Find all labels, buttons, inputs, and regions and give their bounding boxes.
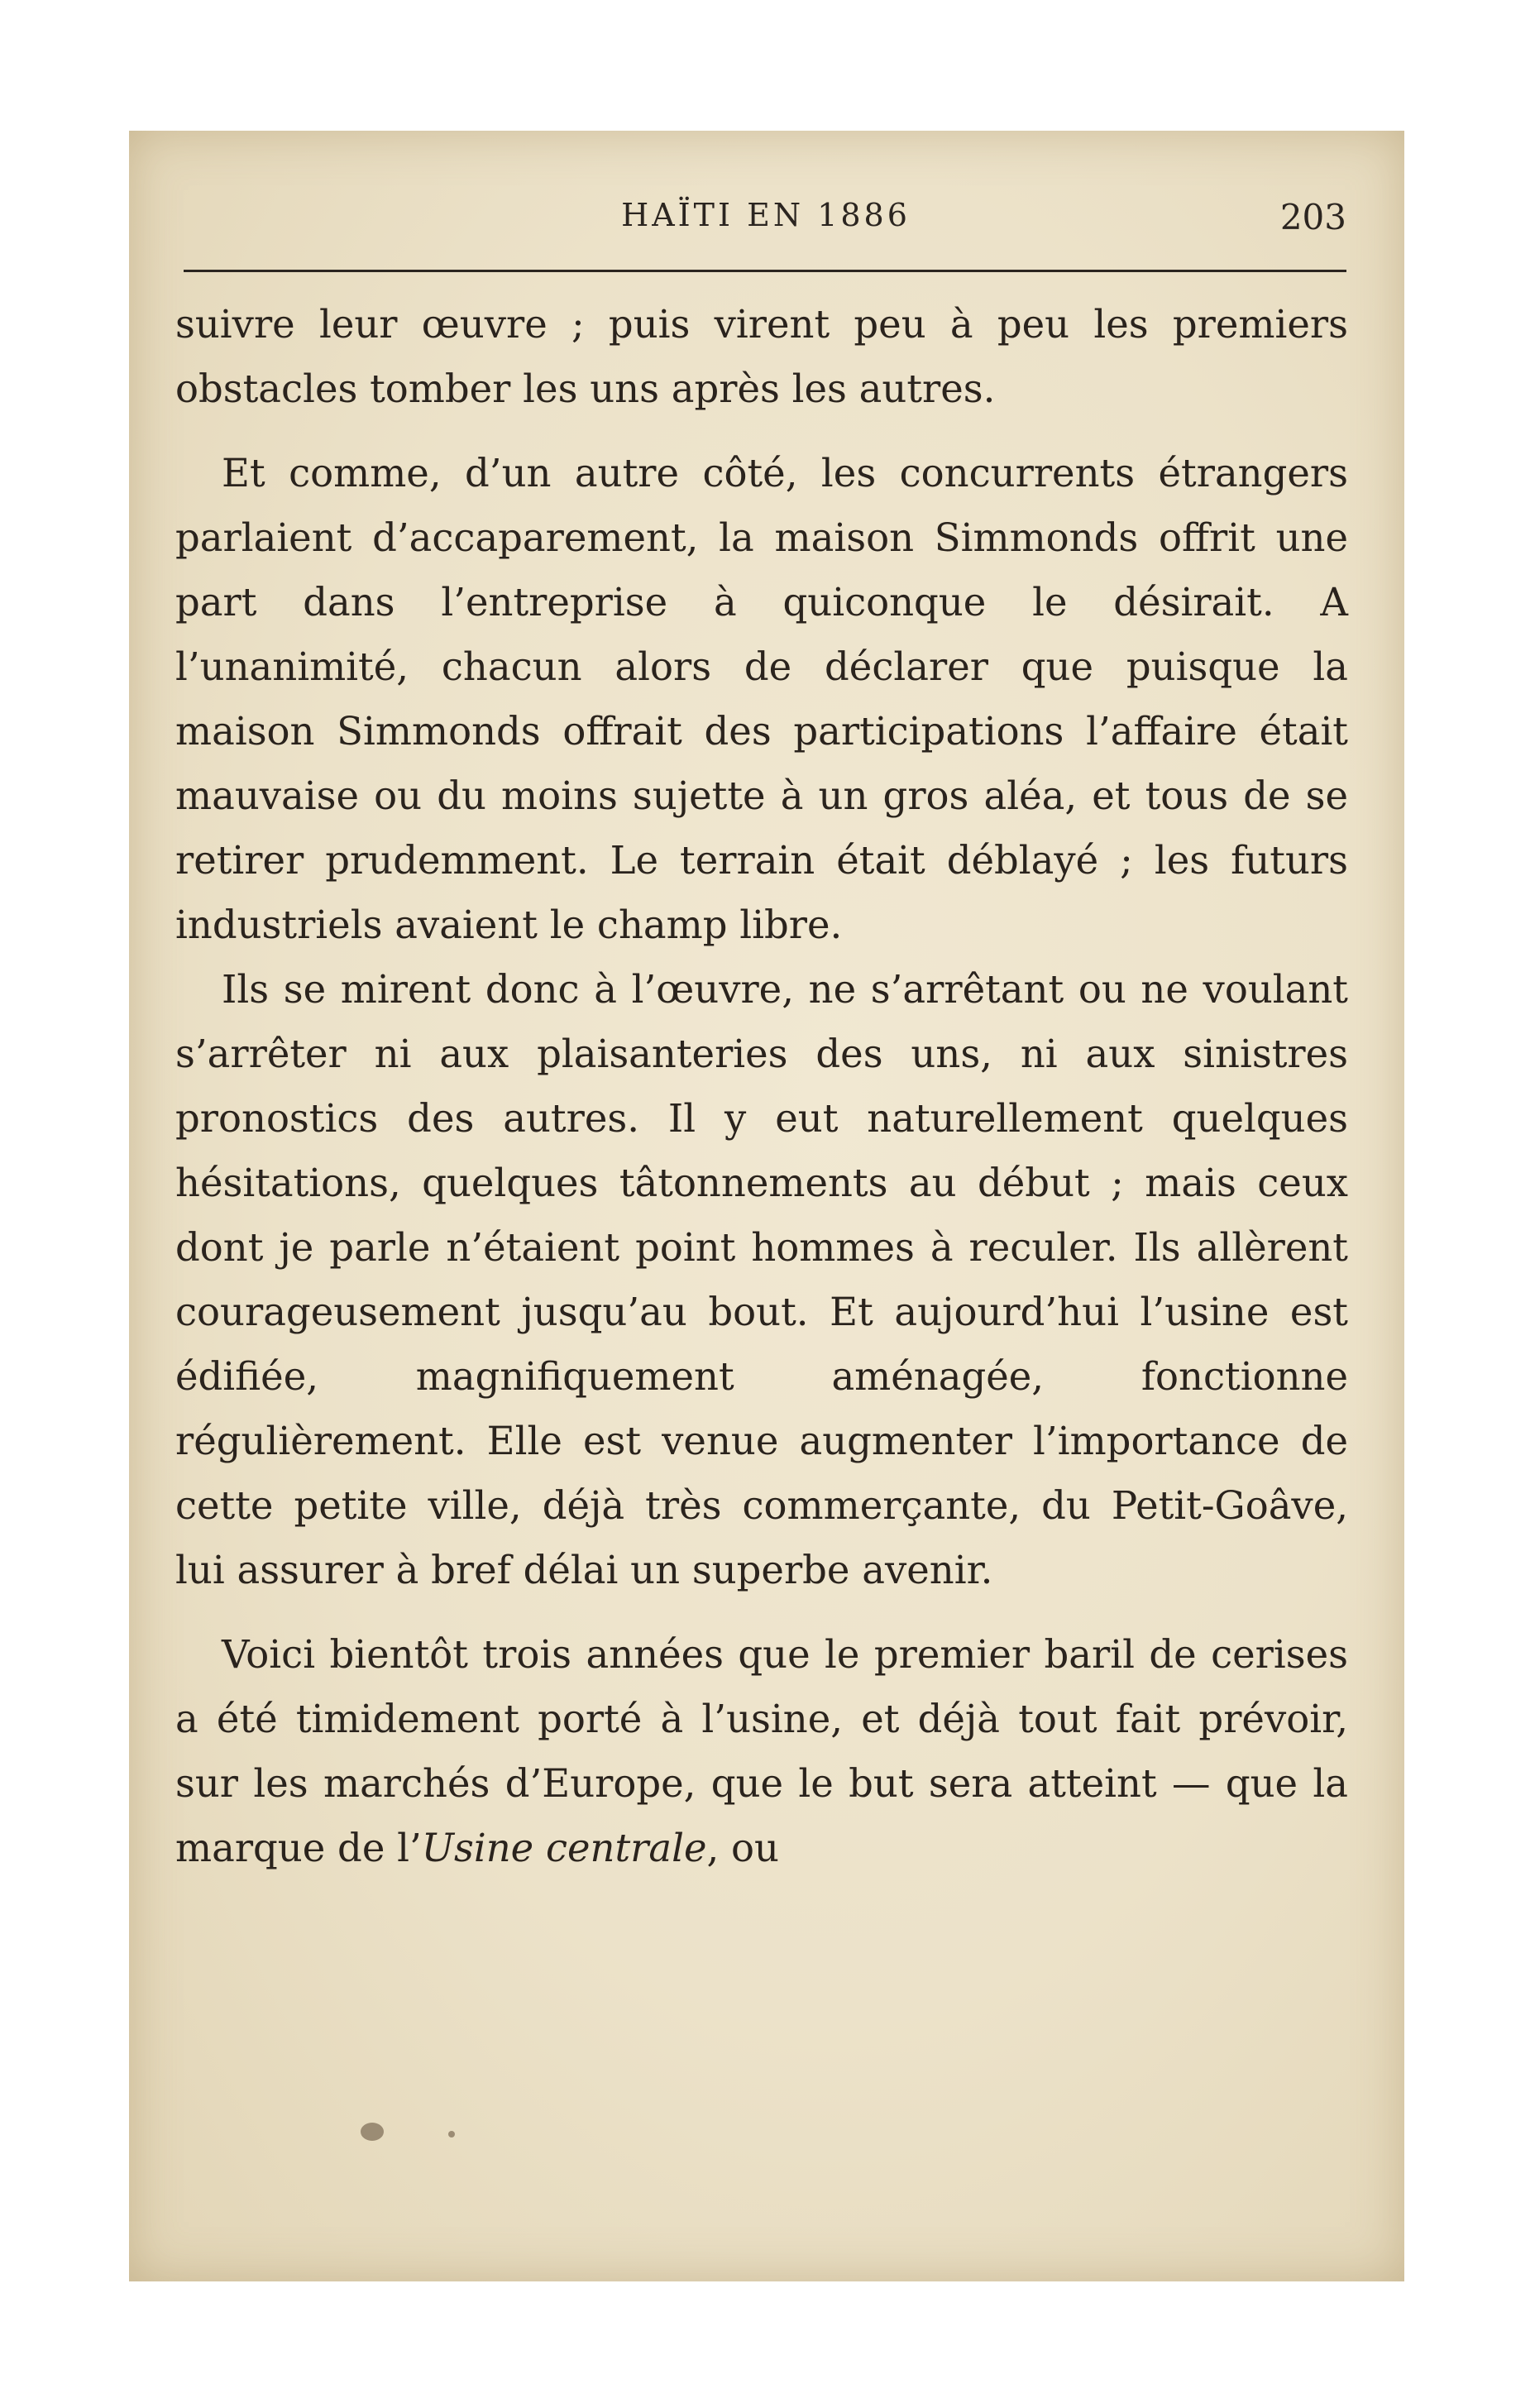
page-header — [185, 197, 1346, 255]
page-number: 203 — [1279, 197, 1346, 237]
header-rule — [184, 270, 1346, 272]
paragraph-4-end: , ou — [706, 1826, 780, 1870]
body-text — [175, 292, 1348, 1880]
usine-centrale-italic: Usine centrale — [421, 1826, 707, 1870]
paragraph-4-text: Voici bientôt trois années que le premier baril de cerises a été timidement porté à l’usine, et déjà tout fait prévoir, sur les marchés d’Europe, que le but sera atteint — que la marque de l’ — [175, 1632, 1348, 1870]
book-page — [129, 131, 1404, 2281]
ink-blot — [361, 2123, 384, 2141]
paragraph-1: suivre leur œuvre ; puis virent peu à peu les premiers obstacles tomber les uns après les autres. — [175, 302, 1348, 411]
paragraph-2: Et comme, d’un autre côté, les concurrents étrangers parlaient d’accaparement, la maison Simmonds offrit une part dans l’entreprise à quiconque le désirait. A l’unanimité, chacun alors de déclarer que puisque la maison Simmonds offrait des participations l’affaire était mauvaise ou du moins sujette à un gros aléa, et tous de se retirer prudemment. Le terrain était déblayé ; les futurs industriels avaient le champ libre. — [175, 451, 1348, 947]
ink-dot — [448, 2131, 455, 2138]
running-title: HAÏTI EN 1886 — [621, 197, 911, 233]
paragraph-4 — [175, 1622, 1348, 1880]
paragraph-3: Ils se mirent donc à l’œuvre, ne s’arrêtant ou ne voulant s’arrêter ni aux plaisanteries des uns, ni aux sinistres pronostics des autres. Il y eut naturellement quelques hésitations, quelques tâtonnements au début ; mais ceux dont je parle n’étaient point hommes à reculer. Ils allèrent courageusement jusqu’au bout. Et aujourd’hui l’usine est édifiée, magnifiquement aménagée, fonctionne régulièrement. Elle est venue augmenter l’importance de cette petite ville, déjà très commerçante, du Petit-Goâve, lui assurer à bref délai un superbe avenir. — [175, 967, 1348, 1592]
